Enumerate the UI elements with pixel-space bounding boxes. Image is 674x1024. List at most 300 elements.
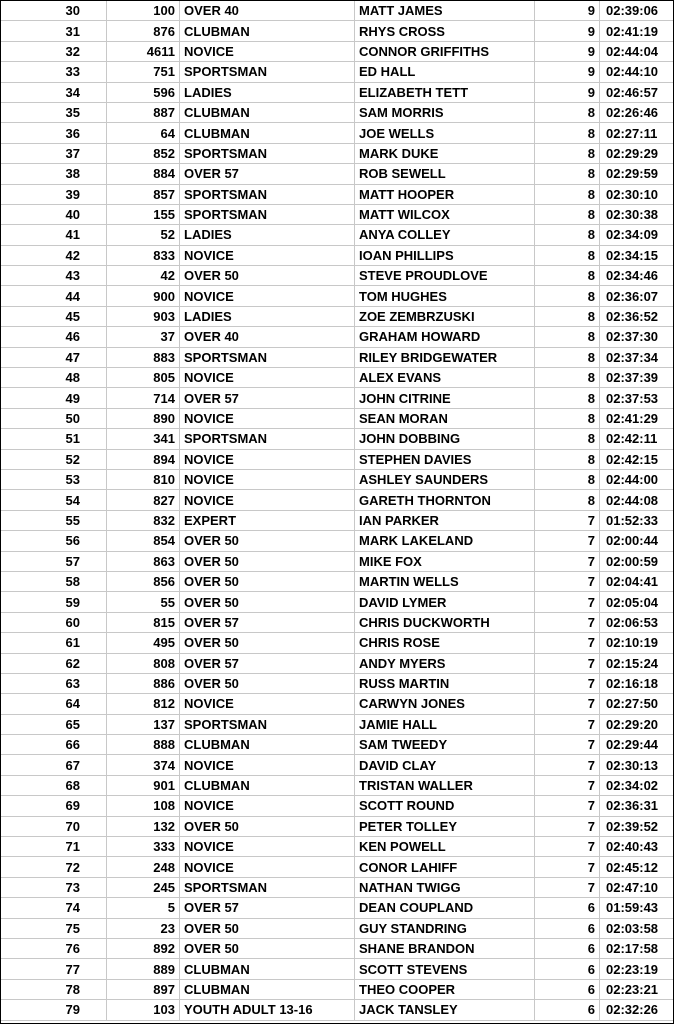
table-row <box>1 1 674 21</box>
laps-cell: 8 <box>535 327 600 347</box>
rider-number-cell: 245 <box>107 877 180 897</box>
position-cell: 44 <box>1 286 107 306</box>
class-cell: SPORTSMAN <box>180 347 355 367</box>
rider-name-cell: CHRIS DUCKWORTH <box>355 612 535 632</box>
rider-number-cell: 248 <box>107 857 180 877</box>
position-cell: 78 <box>1 979 107 999</box>
time-cell: 02:05:04 <box>600 592 674 612</box>
class-cell: NOVICE <box>180 41 355 61</box>
table-row <box>1 633 674 653</box>
rider-number-cell: 495 <box>107 633 180 653</box>
class-cell: OVER 57 <box>180 164 355 184</box>
table-row <box>1 306 674 326</box>
rider-number-cell: 852 <box>107 143 180 163</box>
position-cell: 45 <box>1 306 107 326</box>
table-row <box>1 959 674 979</box>
time-cell: 02:06:53 <box>600 612 674 632</box>
position-cell: 63 <box>1 673 107 693</box>
time-cell: 02:37:53 <box>600 388 674 408</box>
position-cell: 53 <box>1 469 107 489</box>
rider-number-cell: 155 <box>107 204 180 224</box>
class-cell: OVER 50 <box>180 816 355 836</box>
laps-cell: 8 <box>535 490 600 510</box>
time-cell: 02:30:10 <box>600 184 674 204</box>
laps-cell: 8 <box>535 429 600 449</box>
table-row <box>1 388 674 408</box>
laps-cell: 8 <box>535 347 600 367</box>
rider-name-cell: THEO COOPER <box>355 979 535 999</box>
time-cell: 02:23:19 <box>600 959 674 979</box>
rider-number-cell: 833 <box>107 245 180 265</box>
rider-name-cell: JAMIE HALL <box>355 714 535 734</box>
class-cell: CLUBMAN <box>180 102 355 122</box>
class-cell: OVER 57 <box>180 612 355 632</box>
position-cell: 34 <box>1 82 107 102</box>
rider-name-cell: MARK DUKE <box>355 143 535 163</box>
rider-number-cell: 901 <box>107 775 180 795</box>
position-cell: 54 <box>1 490 107 510</box>
rider-name-cell: SEAN MORAN <box>355 408 535 428</box>
rider-number-cell: 827 <box>107 490 180 510</box>
rider-name-cell: NATHAN TWIGG <box>355 877 535 897</box>
time-cell: 02:29:29 <box>600 143 674 163</box>
table-row <box>1 837 674 857</box>
rider-number-cell: 23 <box>107 918 180 938</box>
time-cell: 02:32:26 <box>600 1000 674 1020</box>
laps-cell: 7 <box>535 510 600 530</box>
table-row <box>1 571 674 591</box>
time-cell: 02:00:59 <box>600 551 674 571</box>
rider-number-cell: 815 <box>107 612 180 632</box>
class-cell: CLUBMAN <box>180 959 355 979</box>
table-row <box>1 979 674 999</box>
position-cell: 67 <box>1 755 107 775</box>
time-cell: 02:44:00 <box>600 469 674 489</box>
table-row <box>1 225 674 245</box>
rider-name-cell: JOHN CITRINE <box>355 388 535 408</box>
table-row <box>1 694 674 714</box>
time-cell: 02:45:12 <box>600 857 674 877</box>
time-cell: 02:04:41 <box>600 571 674 591</box>
laps-cell: 6 <box>535 918 600 938</box>
position-cell: 77 <box>1 959 107 979</box>
class-cell: CLUBMAN <box>180 21 355 41</box>
rider-number-cell: 888 <box>107 735 180 755</box>
rider-number-cell: 886 <box>107 673 180 693</box>
laps-cell: 7 <box>535 837 600 857</box>
class-cell: SPORTSMAN <box>180 429 355 449</box>
time-cell: 02:36:07 <box>600 286 674 306</box>
rider-number-cell: 857 <box>107 184 180 204</box>
time-cell: 02:40:43 <box>600 837 674 857</box>
time-cell: 02:44:10 <box>600 62 674 82</box>
rider-number-cell: 894 <box>107 449 180 469</box>
laps-cell: 6 <box>535 959 600 979</box>
position-cell: 60 <box>1 612 107 632</box>
laps-cell: 7 <box>535 877 600 897</box>
table-row <box>1 531 674 551</box>
time-cell: 02:41:29 <box>600 408 674 428</box>
class-cell: SPORTSMAN <box>180 184 355 204</box>
table-row <box>1 918 674 938</box>
laps-cell: 7 <box>535 673 600 693</box>
rider-name-cell: RILEY BRIDGEWATER <box>355 347 535 367</box>
class-cell: NOVICE <box>180 755 355 775</box>
table-row <box>1 82 674 102</box>
rider-name-cell: PETER TOLLEY <box>355 816 535 836</box>
table-row <box>1 673 674 693</box>
rider-name-cell: JACK TANSLEY <box>355 1000 535 1020</box>
laps-cell: 7 <box>535 571 600 591</box>
table-row <box>1 612 674 632</box>
laps-cell: 6 <box>535 1000 600 1020</box>
position-cell: 79 <box>1 1000 107 1020</box>
position-cell: 68 <box>1 775 107 795</box>
position-cell: 71 <box>1 837 107 857</box>
class-cell: LADIES <box>180 306 355 326</box>
rider-number-cell: 883 <box>107 347 180 367</box>
position-cell: 37 <box>1 143 107 163</box>
table-row <box>1 551 674 571</box>
rider-number-cell: 4611 <box>107 41 180 61</box>
laps-cell: 7 <box>535 633 600 653</box>
laps-cell: 8 <box>535 204 600 224</box>
class-cell: OVER 40 <box>180 327 355 347</box>
table-row <box>1 592 674 612</box>
table-row <box>1 245 674 265</box>
results-table-body <box>1 1 674 1021</box>
class-cell: OVER 50 <box>180 266 355 286</box>
table-row <box>1 490 674 510</box>
table-row <box>1 164 674 184</box>
time-cell: 02:29:20 <box>600 714 674 734</box>
rider-name-cell: SCOTT STEVENS <box>355 959 535 979</box>
laps-cell: 7 <box>535 735 600 755</box>
time-cell: 02:15:24 <box>600 653 674 673</box>
time-cell: 02:34:02 <box>600 775 674 795</box>
table-row <box>1 204 674 224</box>
time-cell: 02:39:06 <box>600 1 674 21</box>
position-cell: 58 <box>1 571 107 591</box>
position-cell: 42 <box>1 245 107 265</box>
rider-number-cell: 892 <box>107 938 180 958</box>
class-cell: OVER 50 <box>180 531 355 551</box>
laps-cell: 8 <box>535 225 600 245</box>
rider-name-cell: CARWYN JONES <box>355 694 535 714</box>
table-row <box>1 408 674 428</box>
rider-name-cell: ALEX EVANS <box>355 368 535 388</box>
class-cell: NOVICE <box>180 857 355 877</box>
rider-name-cell: TRISTAN WALLER <box>355 775 535 795</box>
laps-cell: 7 <box>535 755 600 775</box>
class-cell: CLUBMAN <box>180 735 355 755</box>
rider-number-cell: 863 <box>107 551 180 571</box>
class-cell: OVER 50 <box>180 633 355 653</box>
table-row <box>1 1000 674 1020</box>
time-cell: 02:34:09 <box>600 225 674 245</box>
time-cell: 02:37:30 <box>600 327 674 347</box>
time-cell: 02:39:52 <box>600 816 674 836</box>
class-cell: OVER 50 <box>180 918 355 938</box>
class-cell: LADIES <box>180 82 355 102</box>
class-cell: OVER 57 <box>180 898 355 918</box>
rider-name-cell: SAM MORRIS <box>355 102 535 122</box>
time-cell: 02:41:19 <box>600 21 674 41</box>
class-cell: OVER 57 <box>180 388 355 408</box>
rider-number-cell: 374 <box>107 755 180 775</box>
table-row <box>1 857 674 877</box>
class-cell: LADIES <box>180 225 355 245</box>
class-cell: NOVICE <box>180 408 355 428</box>
table-row <box>1 21 674 41</box>
rider-name-cell: ANYA COLLEY <box>355 225 535 245</box>
rider-name-cell: SCOTT ROUND <box>355 796 535 816</box>
rider-name-cell: TOM HUGHES <box>355 286 535 306</box>
class-cell: YOUTH ADULT 13-16 <box>180 1000 355 1020</box>
class-cell: SPORTSMAN <box>180 62 355 82</box>
rider-number-cell: 854 <box>107 531 180 551</box>
rider-name-cell: CHRIS ROSE <box>355 633 535 653</box>
time-cell: 02:10:19 <box>600 633 674 653</box>
class-cell: NOVICE <box>180 245 355 265</box>
laps-cell: 6 <box>535 898 600 918</box>
laps-cell: 9 <box>535 1 600 21</box>
rider-name-cell: IAN PARKER <box>355 510 535 530</box>
table-row <box>1 816 674 836</box>
rider-number-cell: 810 <box>107 469 180 489</box>
laps-cell: 7 <box>535 694 600 714</box>
rider-number-cell: 55 <box>107 592 180 612</box>
class-cell: OVER 40 <box>180 1 355 21</box>
rider-name-cell: GRAHAM HOWARD <box>355 327 535 347</box>
laps-cell: 8 <box>535 143 600 163</box>
laps-cell: 7 <box>535 816 600 836</box>
position-cell: 38 <box>1 164 107 184</box>
table-row <box>1 266 674 286</box>
class-cell: OVER 50 <box>180 571 355 591</box>
table-row <box>1 449 674 469</box>
rider-name-cell: ASHLEY SAUNDERS <box>355 469 535 489</box>
position-cell: 69 <box>1 796 107 816</box>
rider-name-cell: MATT JAMES <box>355 1 535 21</box>
table-row <box>1 735 674 755</box>
table-row <box>1 775 674 795</box>
rider-number-cell: 805 <box>107 368 180 388</box>
time-cell: 02:37:34 <box>600 347 674 367</box>
time-cell: 02:29:59 <box>600 164 674 184</box>
table-row <box>1 102 674 122</box>
position-cell: 56 <box>1 531 107 551</box>
rider-number-cell: 52 <box>107 225 180 245</box>
table-row <box>1 938 674 958</box>
laps-cell: 8 <box>535 469 600 489</box>
class-cell: OVER 50 <box>180 673 355 693</box>
rider-name-cell: DAVID CLAY <box>355 755 535 775</box>
rider-number-cell: 751 <box>107 62 180 82</box>
rider-number-cell: 137 <box>107 714 180 734</box>
time-cell: 02:36:31 <box>600 796 674 816</box>
rider-name-cell: CONOR LAHIFF <box>355 857 535 877</box>
rider-number-cell: 132 <box>107 816 180 836</box>
rider-name-cell: ZOE ZEMBRZUSKI <box>355 306 535 326</box>
rider-number-cell: 832 <box>107 510 180 530</box>
rider-name-cell: GUY STANDRING <box>355 918 535 938</box>
time-cell: 02:44:08 <box>600 490 674 510</box>
rider-name-cell: SHANE BRANDON <box>355 938 535 958</box>
rider-name-cell: MARTIN WELLS <box>355 571 535 591</box>
rider-number-cell: 100 <box>107 1 180 21</box>
class-cell: OVER 57 <box>180 653 355 673</box>
rider-name-cell: RUSS MARTIN <box>355 673 535 693</box>
class-cell: NOVICE <box>180 490 355 510</box>
position-cell: 43 <box>1 266 107 286</box>
position-cell: 30 <box>1 1 107 21</box>
laps-cell: 8 <box>535 245 600 265</box>
laps-cell: 7 <box>535 714 600 734</box>
position-cell: 72 <box>1 857 107 877</box>
rider-number-cell: 808 <box>107 653 180 673</box>
rider-number-cell: 903 <box>107 306 180 326</box>
rider-name-cell: KEN POWELL <box>355 837 535 857</box>
position-cell: 50 <box>1 408 107 428</box>
class-cell: EXPERT <box>180 510 355 530</box>
time-cell: 02:44:04 <box>600 41 674 61</box>
rider-name-cell: DAVID LYMER <box>355 592 535 612</box>
time-cell: 02:16:18 <box>600 673 674 693</box>
laps-cell: 6 <box>535 938 600 958</box>
laps-cell: 9 <box>535 21 600 41</box>
class-cell: NOVICE <box>180 837 355 857</box>
laps-cell: 8 <box>535 306 600 326</box>
rider-name-cell: MATT WILCOX <box>355 204 535 224</box>
position-cell: 51 <box>1 429 107 449</box>
laps-cell: 7 <box>535 857 600 877</box>
position-cell: 61 <box>1 633 107 653</box>
rider-number-cell: 890 <box>107 408 180 428</box>
rider-name-cell: STEPHEN DAVIES <box>355 449 535 469</box>
rider-number-cell: 887 <box>107 102 180 122</box>
rider-name-cell: RHYS CROSS <box>355 21 535 41</box>
class-cell: NOVICE <box>180 694 355 714</box>
position-cell: 66 <box>1 735 107 755</box>
time-cell: 02:37:39 <box>600 368 674 388</box>
laps-cell: 7 <box>535 775 600 795</box>
class-cell: NOVICE <box>180 286 355 306</box>
position-cell: 31 <box>1 21 107 41</box>
table-row <box>1 62 674 82</box>
table-row <box>1 41 674 61</box>
position-cell: 35 <box>1 102 107 122</box>
rider-number-cell: 5 <box>107 898 180 918</box>
position-cell: 41 <box>1 225 107 245</box>
table-row <box>1 653 674 673</box>
table-row <box>1 429 674 449</box>
position-cell: 70 <box>1 816 107 836</box>
position-cell: 46 <box>1 327 107 347</box>
time-cell: 02:27:11 <box>600 123 674 143</box>
laps-cell: 8 <box>535 102 600 122</box>
table-row <box>1 510 674 530</box>
time-cell: 02:00:44 <box>600 531 674 551</box>
position-cell: 74 <box>1 898 107 918</box>
time-cell: 01:59:43 <box>600 898 674 918</box>
laps-cell: 8 <box>535 388 600 408</box>
class-cell: SPORTSMAN <box>180 714 355 734</box>
time-cell: 02:29:44 <box>600 735 674 755</box>
position-cell: 33 <box>1 62 107 82</box>
laps-cell: 7 <box>535 653 600 673</box>
rider-name-cell: MIKE FOX <box>355 551 535 571</box>
position-cell: 75 <box>1 918 107 938</box>
rider-name-cell: JOHN DOBBING <box>355 429 535 449</box>
table-row <box>1 143 674 163</box>
rider-number-cell: 876 <box>107 21 180 41</box>
rider-name-cell: JOE WELLS <box>355 123 535 143</box>
table-row <box>1 286 674 306</box>
laps-cell: 9 <box>535 82 600 102</box>
class-cell: OVER 50 <box>180 938 355 958</box>
time-cell: 02:30:13 <box>600 755 674 775</box>
rider-name-cell: SAM TWEEDY <box>355 735 535 755</box>
position-cell: 39 <box>1 184 107 204</box>
rider-name-cell: STEVE PROUDLOVE <box>355 266 535 286</box>
rider-number-cell: 64 <box>107 123 180 143</box>
position-cell: 52 <box>1 449 107 469</box>
laps-cell: 8 <box>535 286 600 306</box>
class-cell: OVER 50 <box>180 551 355 571</box>
rider-number-cell: 103 <box>107 1000 180 1020</box>
time-cell: 02:27:50 <box>600 694 674 714</box>
rider-name-cell: ANDY MYERS <box>355 653 535 673</box>
rider-number-cell: 889 <box>107 959 180 979</box>
laps-cell: 6 <box>535 979 600 999</box>
laps-cell: 7 <box>535 551 600 571</box>
table-row <box>1 347 674 367</box>
class-cell: NOVICE <box>180 368 355 388</box>
position-cell: 48 <box>1 368 107 388</box>
class-cell: NOVICE <box>180 796 355 816</box>
rider-number-cell: 341 <box>107 429 180 449</box>
rider-number-cell: 37 <box>107 327 180 347</box>
time-cell: 02:26:46 <box>600 102 674 122</box>
rider-name-cell: DEAN COUPLAND <box>355 898 535 918</box>
rider-name-cell: IOAN PHILLIPS <box>355 245 535 265</box>
time-cell: 02:46:57 <box>600 82 674 102</box>
position-cell: 64 <box>1 694 107 714</box>
rider-number-cell: 714 <box>107 388 180 408</box>
class-cell: SPORTSMAN <box>180 204 355 224</box>
laps-cell: 8 <box>535 449 600 469</box>
class-cell: NOVICE <box>180 449 355 469</box>
rider-number-cell: 333 <box>107 837 180 857</box>
position-cell: 40 <box>1 204 107 224</box>
position-cell: 47 <box>1 347 107 367</box>
class-cell: CLUBMAN <box>180 979 355 999</box>
time-cell: 01:52:33 <box>600 510 674 530</box>
table-row <box>1 755 674 775</box>
time-cell: 02:34:46 <box>600 266 674 286</box>
time-cell: 02:03:58 <box>600 918 674 938</box>
laps-cell: 7 <box>535 531 600 551</box>
class-cell: CLUBMAN <box>180 775 355 795</box>
position-cell: 55 <box>1 510 107 530</box>
class-cell: SPORTSMAN <box>180 143 355 163</box>
position-cell: 62 <box>1 653 107 673</box>
table-row <box>1 469 674 489</box>
laps-cell: 8 <box>535 266 600 286</box>
time-cell: 02:36:52 <box>600 306 674 326</box>
time-cell: 02:42:15 <box>600 449 674 469</box>
